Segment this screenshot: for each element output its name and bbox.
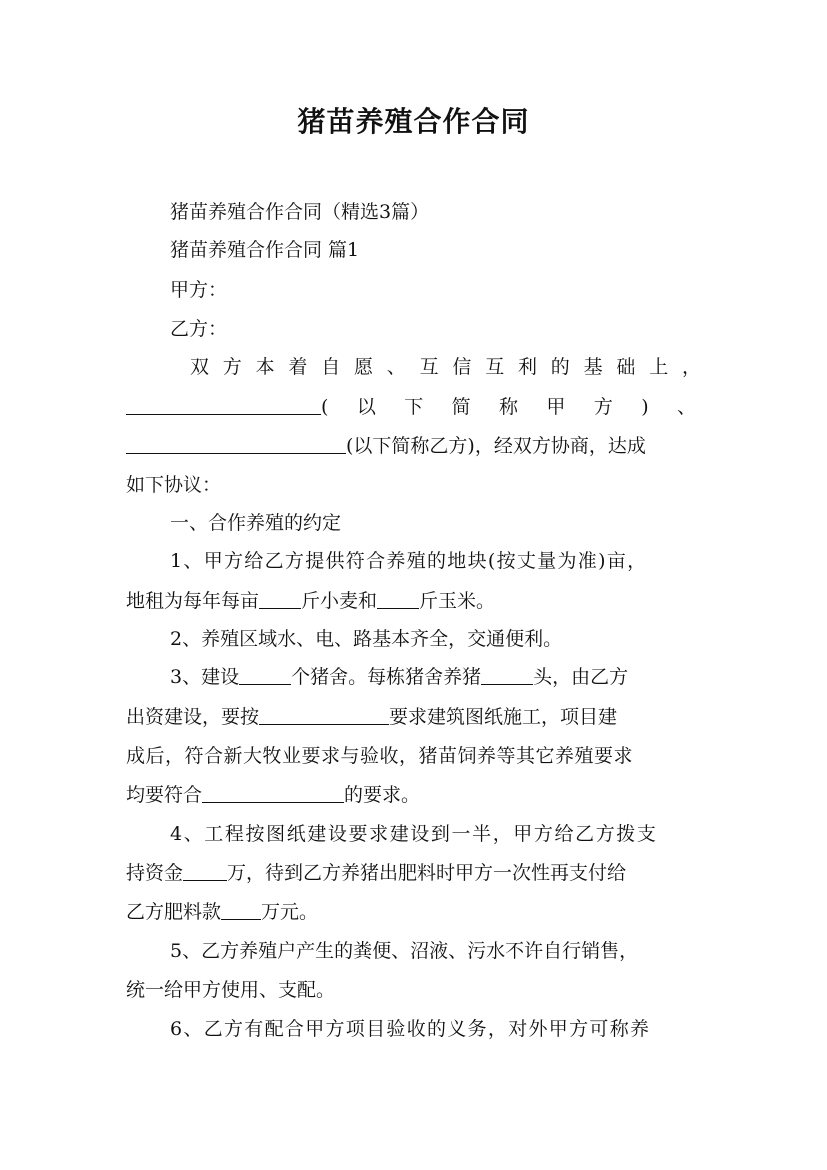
clause-3-text-5: 要求建筑图纸施工，项目建 [389, 706, 618, 728]
blank-sheds [239, 666, 291, 685]
clause-1-text-3: 斤玉米。 [419, 590, 496, 612]
blank-party-b [126, 435, 346, 454]
intro-line-2-text: (以下简称甲方)、 [321, 396, 725, 418]
blank-funds [183, 862, 227, 881]
blank-wheat [259, 590, 301, 609]
party-b-line: 乙方： [170, 318, 228, 340]
intro-line-3-text: (以下简称乙方)，经双方协商，达成 [346, 435, 646, 457]
clause-4-text-4: 万元。 [261, 901, 319, 923]
clause-4-line-b [126, 861, 701, 885]
subtitle-line: 猪苗养殖合作合同（精选3篇） [170, 201, 430, 223]
clause-5-line-b: 统一给甲方使用、支配。 [126, 979, 336, 1001]
blank-fertilizer-payment [221, 901, 261, 920]
intro-line-3 [126, 434, 701, 458]
clause-3-text-2: 个猪舍。每栋猪舍养猪 [291, 666, 482, 688]
clause-3-line-c: 成后，符合新大牧业要求与验收，猪苗饲养等其它养殖要求 [126, 745, 634, 767]
blank-requirements [202, 784, 344, 803]
clause-4-text-1: 持资金 [126, 862, 184, 884]
party-a-line: 甲方： [170, 279, 228, 301]
blank-corn [377, 590, 419, 609]
document-title: 猪苗养殖合作合同 [297, 105, 530, 138]
part-heading: 猪苗养殖合作合同 篇1 [170, 239, 360, 261]
clause-3-text-4: 出资建设，要按 [126, 706, 260, 728]
clause-5-line-a: 5、乙方养殖户产生的粪便、沼液、污水不许自行销售， [170, 940, 639, 962]
blank-pigs [481, 666, 533, 685]
clause-3-line-d [126, 783, 701, 807]
section-heading-1: 一、合作养殖的约定 [170, 512, 342, 534]
clause-3-text-1: 3、建设 [170, 666, 240, 688]
intro-line-4: 如下协议： [126, 474, 222, 496]
clause-3-text-6: 均要符合 [126, 784, 203, 806]
clause-4-line-a: 4、工程按图纸建设要求建设到一半，甲方给乙方拨支 [170, 823, 658, 845]
clause-1-text-1: 地租为每年每亩 [126, 590, 260, 612]
clause-4-line-c [126, 900, 701, 924]
intro-line-1: 双方本着自愿、互信互利的基础上， [190, 356, 715, 378]
blank-party-a [126, 396, 321, 415]
clause-3-text-3: 头，由乙方 [533, 666, 629, 688]
clause-1-line-a: 1、甲方给乙方提供符合养殖的地块(按丈量为准)亩， [170, 550, 648, 572]
clause-1-text-2: 斤小麦和 [301, 590, 378, 612]
clause-3-line-b [126, 705, 701, 729]
intro-line-2 [126, 395, 725, 419]
clause-4-text-2: 万，待到乙方养猪出肥料时甲方一次性再支付给 [227, 862, 627, 884]
clause-3-text-7: 的要求。 [344, 784, 421, 806]
clause-6-line-a: 6、乙方有配合甲方项目验收的义务，对外甲方可称养 [170, 1018, 651, 1040]
blank-standard [259, 706, 389, 725]
clause-3-line-a [170, 665, 701, 689]
clause-4-text-3: 乙方肥料款 [126, 901, 222, 923]
clause-2: 2、养殖区域水、电、路基本齐全，交通便利。 [170, 628, 563, 650]
clause-1-line-b [126, 589, 701, 613]
